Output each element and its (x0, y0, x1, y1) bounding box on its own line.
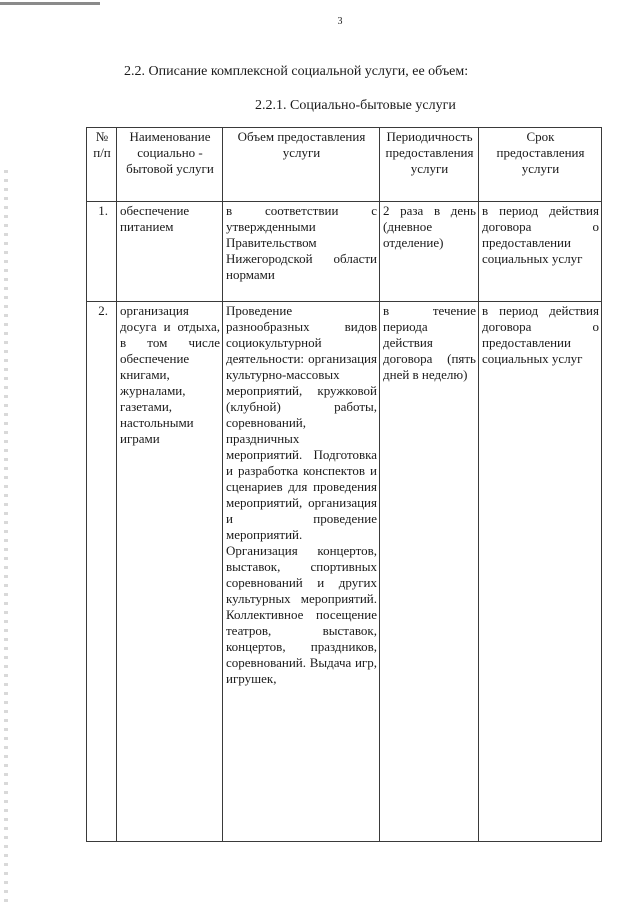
volume-text: Проведение разнообразных видов социокультурной деятельности: организация культурно-массовых мероприятий, кружковой (клубной) работы, соревнований, праздничных мероприятий. Подготовка и разработка конспектов и сценариев для проведения мероприятий, организация и проведение мероприятий. Организация концертов, выставок, спортивных соревнований и других культурных мероприятий. Коллективное посещение театров, выставок, концертов, праздников, соревнований. Выдача игр, игрушек, (226, 303, 377, 686)
services-table (86, 127, 602, 842)
volume-cell (223, 302, 380, 842)
section-heading: 2.2. Описание комплексной социальной услуги, ее объем: (124, 64, 469, 79)
service-name-cell: организация досуга и отдыха, в том числе обеспечение книгами, журналами, газетами, настольными играми (117, 302, 223, 842)
periodicity-cell: в течение периода действия договора (пять дней в неделю) (380, 302, 479, 842)
scan-artifact-top (0, 2, 100, 5)
scan-artifact-edge (4, 170, 8, 905)
header-service-name: Наименование социально - бытовой услуги (117, 128, 223, 202)
header-number: № п/п (87, 128, 117, 202)
volume-cell: в соответствии с утвержденными Правительством Нижегородской области нормами (223, 202, 380, 302)
header-volume: Объем предоставления услуги (223, 128, 380, 202)
table-header-row (87, 128, 602, 202)
table-row (87, 302, 602, 842)
periodicity-cell: 2 раза в день (дневное отделение) (380, 202, 479, 302)
page-number: 3 (337, 16, 343, 27)
service-name-cell: обеспечение питанием (117, 202, 223, 302)
row-number: 2. (87, 302, 117, 842)
header-periodicity: Периодичность предоставления услуги (380, 128, 479, 202)
table-row (87, 202, 602, 302)
term-cell: в период действия договора о предоставлении социальных услуг (479, 202, 602, 302)
header-term: Срок предоставления услуги (479, 128, 602, 202)
row-number: 1. (87, 202, 117, 302)
term-cell: в период действия договора о предоставлении социальных услуг (479, 302, 602, 842)
subsection-heading: 2.2.1. Социально-бытовые услуги (255, 98, 456, 113)
